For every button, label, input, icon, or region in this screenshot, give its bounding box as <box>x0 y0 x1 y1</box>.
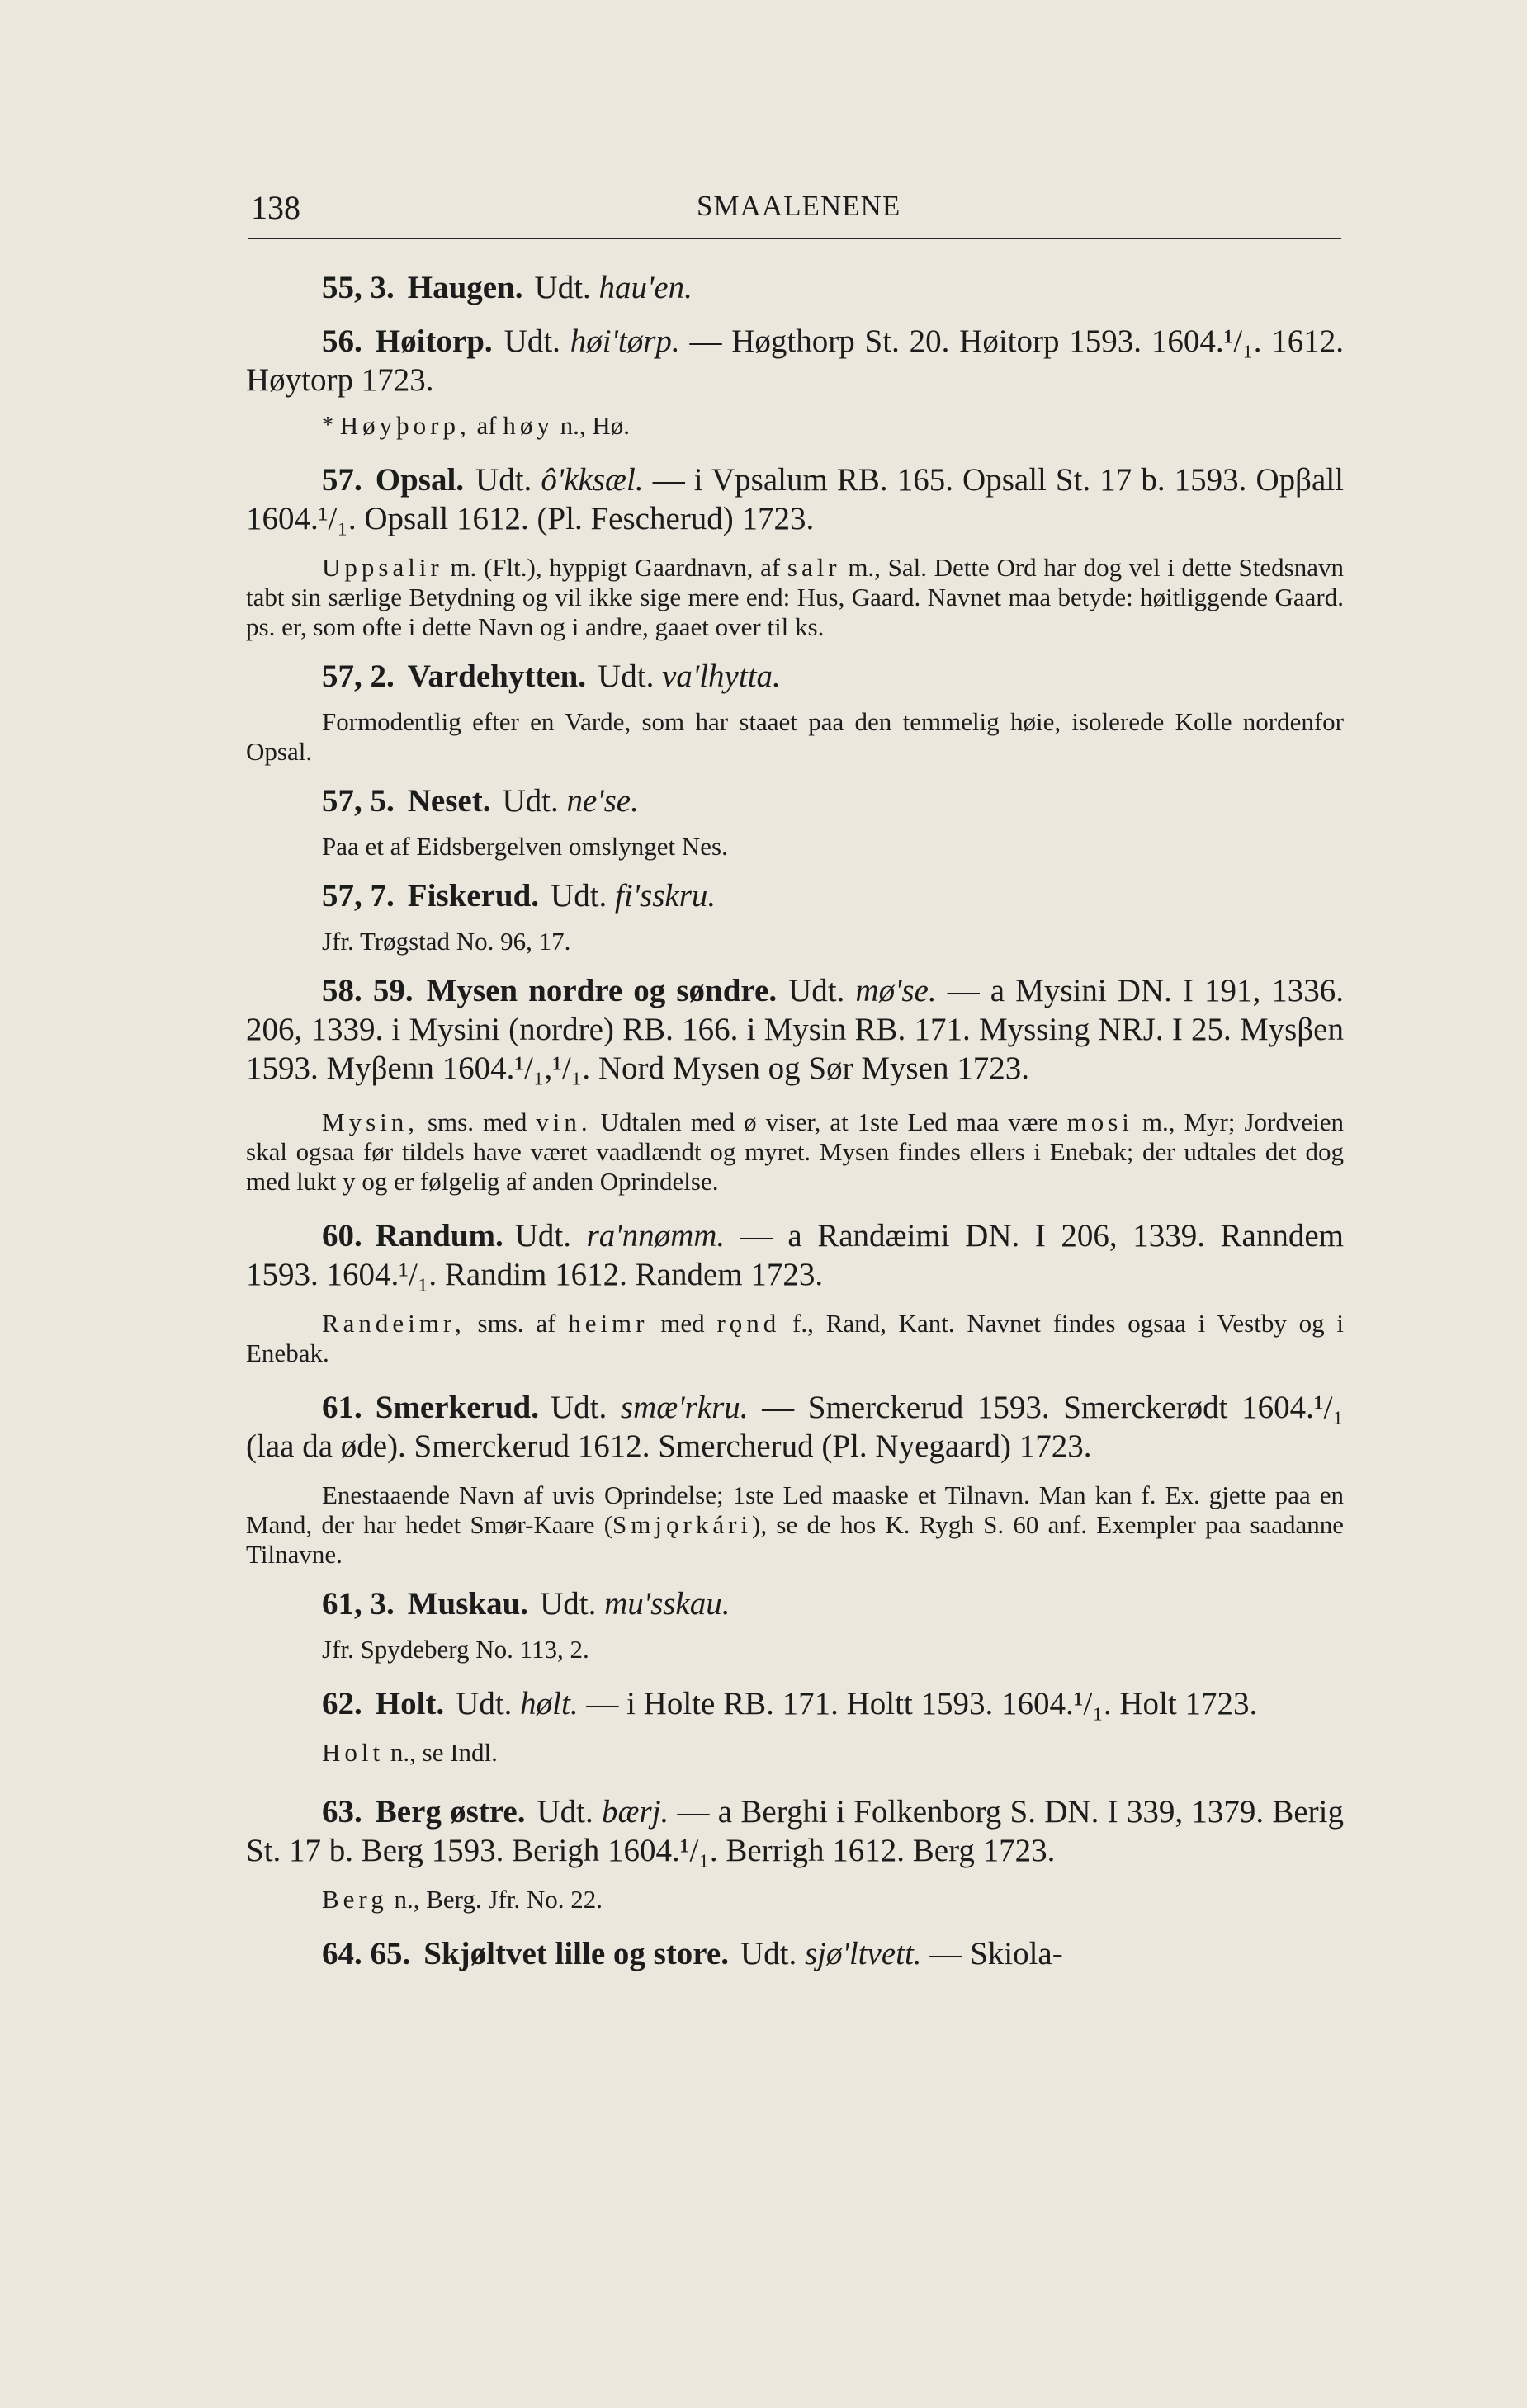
entry-56-note <box>246 411 1344 441</box>
note-text: m., Myr; Jordveien skal ogsaa før tildels have været vaadlændt og myret. Mysen findes ellers i Enebak; der udtales det dog med lukt y og er følgelig af anden Oprindelse. <box>246 1107 1344 1196</box>
note-text: sms. af <box>465 1309 569 1338</box>
entry-name: Berg østre. <box>375 1794 526 1830</box>
entry-number: 57. <box>322 462 362 498</box>
entry-name: Vardehytten. <box>407 659 587 694</box>
note-text: af <box>470 411 503 440</box>
pronunciation: ra'nnømm. <box>586 1218 726 1254</box>
pronunciation: fi'sskru. <box>615 878 716 914</box>
udt-label: Udt. <box>502 783 559 819</box>
entry-57-note <box>246 553 1344 642</box>
entry-60 <box>246 1216 1344 1294</box>
spaced-term: salr <box>787 553 841 582</box>
entry-57-5 <box>246 781 1344 820</box>
entry-57-7 <box>246 876 1344 915</box>
spaced-term: Mysin, <box>322 1107 418 1136</box>
entry-name: Mysen nordre og søndre. <box>426 973 778 1008</box>
udt-label: Udt. <box>551 878 607 914</box>
entry-name: Haugen. <box>407 270 523 305</box>
entry-name: Randum. <box>375 1218 503 1254</box>
note-text: med <box>648 1309 717 1338</box>
note-text: n., se Indl. <box>384 1738 498 1767</box>
entry-name: Holt. <box>375 1686 445 1721</box>
note-text: m. (Flt.), hyppigt Gaardnavn, af <box>442 553 787 582</box>
spaced-term: Uppsalir <box>322 553 443 582</box>
entry-61-3-note: Jfr. Spydeberg No. 113, 2. <box>322 1635 589 1664</box>
udt-label: Udt. <box>598 659 655 694</box>
spaced-term: høy <box>503 411 554 440</box>
entry-text: — i Vpsalum RB. 165. Opsall St. 17 b. 1593. Opβall 1604.¹/₁. Opsall 1612. (Pl. Fescherud) 1723. <box>246 462 1344 536</box>
spaced-term: mosi <box>1066 1107 1133 1136</box>
page-number: 138 <box>251 189 300 226</box>
entry-57-7-note: Jfr. Trøgstad No. 96, 17. <box>322 927 571 956</box>
entry-number: 61, 3. <box>322 1586 395 1622</box>
entry-57-2 <box>246 657 1344 696</box>
udt-label: Udt. <box>475 462 532 498</box>
entry-57 <box>246 460 1344 538</box>
entry-64-65 <box>246 1934 1344 1973</box>
entry-61 <box>246 1388 1344 1466</box>
entry-name: Opsal. <box>375 462 465 498</box>
entry-text: — Skiola- <box>921 1936 1063 1971</box>
pronunciation: va'lhytta. <box>662 659 781 694</box>
udt-label: Udt. <box>551 1390 607 1425</box>
pronunciation: mø'se. <box>855 973 937 1008</box>
pronunciation: bærj. <box>602 1794 669 1830</box>
pronunciation: hølt. <box>520 1686 579 1721</box>
entry-number: 64. 65. <box>322 1936 411 1971</box>
entry-name: Neset. <box>407 783 491 819</box>
udt-label: Udt. <box>534 270 591 305</box>
entry-number: 57, 7. <box>322 878 395 914</box>
entry-60-note <box>246 1309 1344 1368</box>
entry-number: 58. 59. <box>322 973 414 1008</box>
page-content <box>246 268 1344 1973</box>
udt-label: Udt. <box>537 1794 593 1830</box>
note-text: Enestaaende Navn af uvis Oprindelse; 1ste Led maaske et Tilnavn. Man kan f. Ex. gjette paa en Mand, der har hedet Smør-Kaare ( <box>246 1480 1344 1539</box>
entry-58-59 <box>246 971 1344 1088</box>
pronunciation: mu'sskau. <box>604 1586 730 1622</box>
entry-text: — i Holte RB. 171. Holtt 1593. 1604.¹/₁. Holt 1723. <box>578 1686 1258 1721</box>
pronunciation: ne'se. <box>566 783 639 819</box>
entry-57-2-note: Formodentlig efter en Varde, som har staaet paa den temmelig høie, isolerede Kolle nordenfor Opsal. <box>246 707 1344 766</box>
entry-text: — Smerckerud 1593. Smerckerødt 1604.¹/₁ (laa da øde). Smerckerud 1612. Smercherud (Pl. Nyegaard) 1723. <box>246 1390 1344 1464</box>
note-text: ), se de hos K. Rygh S. 60 anf. Exempler paa saadanne Tilnavne. <box>246 1510 1344 1569</box>
entry-name: Høitorp. <box>375 323 493 359</box>
entry-number: 62. <box>322 1686 362 1721</box>
note-text: f., Rand, Kant. Navnet findes ogsaa i Vestby og i Enebak. <box>246 1309 1344 1367</box>
note-text: n., Berg. Jfr. No. 22. <box>387 1885 603 1914</box>
entry-55-3 <box>246 268 1344 307</box>
running-title: SMAALENENE <box>697 190 901 222</box>
entry-name: Skjøltvet lille og store. <box>423 1936 729 1971</box>
entry-57-5-note: Paa et af Eidsbergelven omslynget Nes. <box>322 832 728 861</box>
entry-name: Muskau. <box>407 1586 529 1622</box>
entry-56 <box>246 322 1344 399</box>
entry-number: 61. <box>322 1390 362 1425</box>
entry-62 <box>246 1684 1344 1723</box>
spaced-term: Berg <box>322 1885 388 1914</box>
udt-label: Udt. <box>456 1686 513 1721</box>
udt-label: Udt. <box>540 1586 597 1622</box>
entry-number: 57, 5. <box>322 783 395 819</box>
pronunciation: smæ'rkru. <box>620 1390 749 1425</box>
spaced-term: Smjǫrkári <box>612 1510 753 1539</box>
entry-number: 60. <box>322 1218 362 1254</box>
entry-number: 56. <box>322 323 362 359</box>
note-text: n., Hø. <box>553 411 630 440</box>
entry-name: Fiskerud. <box>407 878 540 914</box>
entry-58-59-note <box>246 1107 1344 1197</box>
spaced-term: heimr <box>568 1309 649 1338</box>
entry-number: 57, 2. <box>322 659 395 694</box>
entry-63-note <box>246 1885 1344 1915</box>
spaced-term: Randeimr, <box>322 1309 466 1338</box>
udt-label: Udt. <box>740 1936 797 1971</box>
entry-text: — a Randæimi DN. I 206, 1339. Ranndem 1593. 1604.¹/₁. Randim 1612. Randem 1723. <box>246 1218 1345 1292</box>
entry-text: — Høgthorp St. 20. Høitorp 1593. 1604.¹/₁. 1612. Høytorp 1723. <box>246 323 1344 398</box>
entry-61-note <box>246 1480 1344 1570</box>
entry-name: Smerkerud. <box>375 1390 539 1425</box>
entry-number: 63. <box>322 1794 362 1830</box>
asterisk: * <box>322 413 333 438</box>
note-text: m., Sal. Dette Ord har dog vel i dette Stedsnavn tabt sin særlige Betydning og vil ikke sige mere end: Hus, Gaard. Navnet maa betyde: høitliggende Gaard. ps. er, som ofte i dette Navn og i andre, gaaet over til ks. <box>246 553 1344 641</box>
udt-label: Udt. <box>503 323 560 359</box>
udt-label: Udt. <box>514 1218 571 1254</box>
entry-text: — a Berghi i Folkenborg S. DN. I 339, 1379. Berig St. 17 b. Berg 1593. Berigh 1604.¹/₁. Berrigh 1612. Berg 1723. <box>246 1794 1345 1868</box>
note-text: sms. med <box>418 1107 537 1136</box>
pronunciation: sjø'ltvett. <box>804 1936 922 1971</box>
spaced-term: vin. <box>536 1107 592 1136</box>
entry-number: 55, 3. <box>322 270 395 305</box>
entry-text: — a Mysini DN. I 191, 1336. 206, 1339. i Mysini (nordre) RB. 166. i Mysin RB. 171. Myssing NRJ. I 25. Mysβen 1593. Myβenn 1604.¹/₁,¹/₁. Nord Mysen og Sør Mysen 1723. <box>246 973 1345 1086</box>
spaced-term: rǫnd <box>716 1309 781 1338</box>
page-header <box>248 188 1341 239</box>
entry-62-note <box>246 1738 1344 1768</box>
pronunciation: hau'en. <box>598 270 693 305</box>
pronunciation: ô'kksæl. <box>541 462 644 498</box>
pronunciation: høi'tørp. <box>570 323 680 359</box>
note-text: Udtalen med ø viser, at 1ste Led maa være <box>591 1107 1067 1136</box>
spaced-term: Holt <box>322 1738 385 1767</box>
entry-61-3 <box>246 1584 1344 1623</box>
udt-label: Udt. <box>788 973 845 1008</box>
spaced-term: Høyþorp, <box>339 411 470 440</box>
entry-63 <box>246 1792 1344 1870</box>
